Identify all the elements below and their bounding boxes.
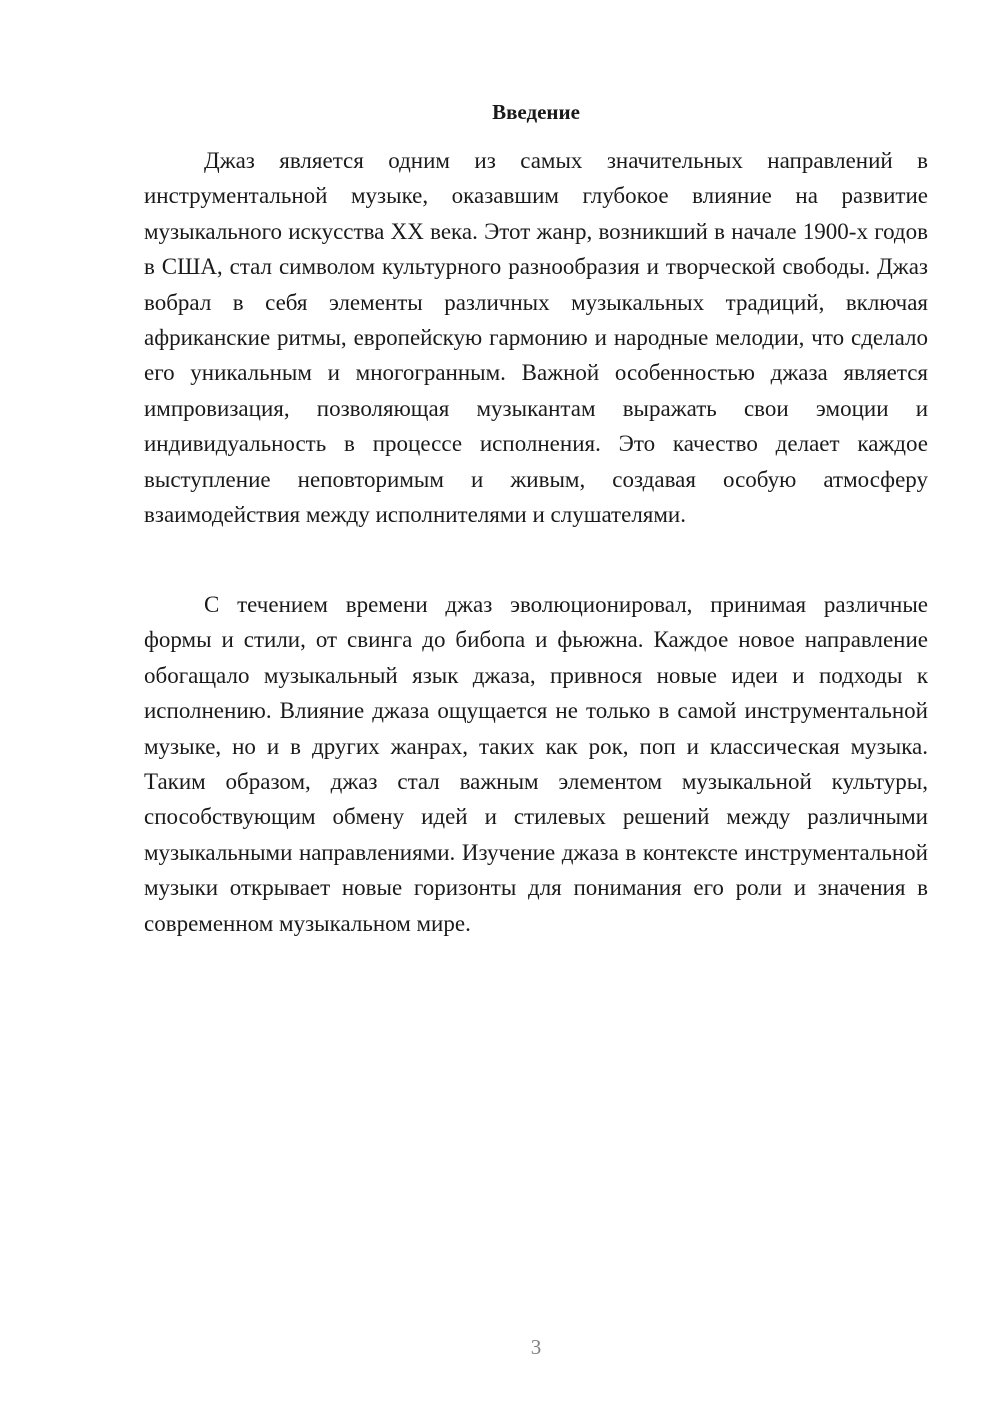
paragraph-2: С течением времени джаз эволюционировал, принимая различные формы и стили, от свинга до бибопа и фьюжна. Каждое новое направление обогащало музыкальный язык джаза, привнося новые идеи и подходы к исполнению. Влияние джаза ощущается не только в самой инструментальной музыке, но и в других жанрах, таких как рок, поп и классическая музыка. Таким образом, джаз стал важным элементом музыкальной культуры, способствующим обмену идей и стилевых решений между различными музыкальными направлениями. Изучение джаза в контексте инструментальной музыки открывает новые горизонты для понимания его роли и значения в современном музыкальном мире. (144, 592, 928, 936)
paragraph-1: Джаз является одним из самых значительных направлений в инструментальной музыке, оказавшим глубокое влияние на развитие музыкального искусства XX века. Этот жанр, возникший в начале 1900-х годов в США, стал символом культурного разнообразия и творческой свободы. Джаз вобрал в себя элементы различных музыкальных традиций, включая африканские ритмы, европейскую гармонию и народные мелодии, что сделало его уникальным и многогранным. Важной особенностью джаза является импровизация, позволяющая музыкантам выражать свои эмоции и индивидуальность в процессе исполнения. Это качество делает каждое выступление неповторимым и живым, создавая особую атмосферу взаимодействия между исполнителями и слушателями. (144, 148, 928, 528)
page-number: 3 (530, 1335, 542, 1359)
page-title: Введение (492, 100, 580, 124)
